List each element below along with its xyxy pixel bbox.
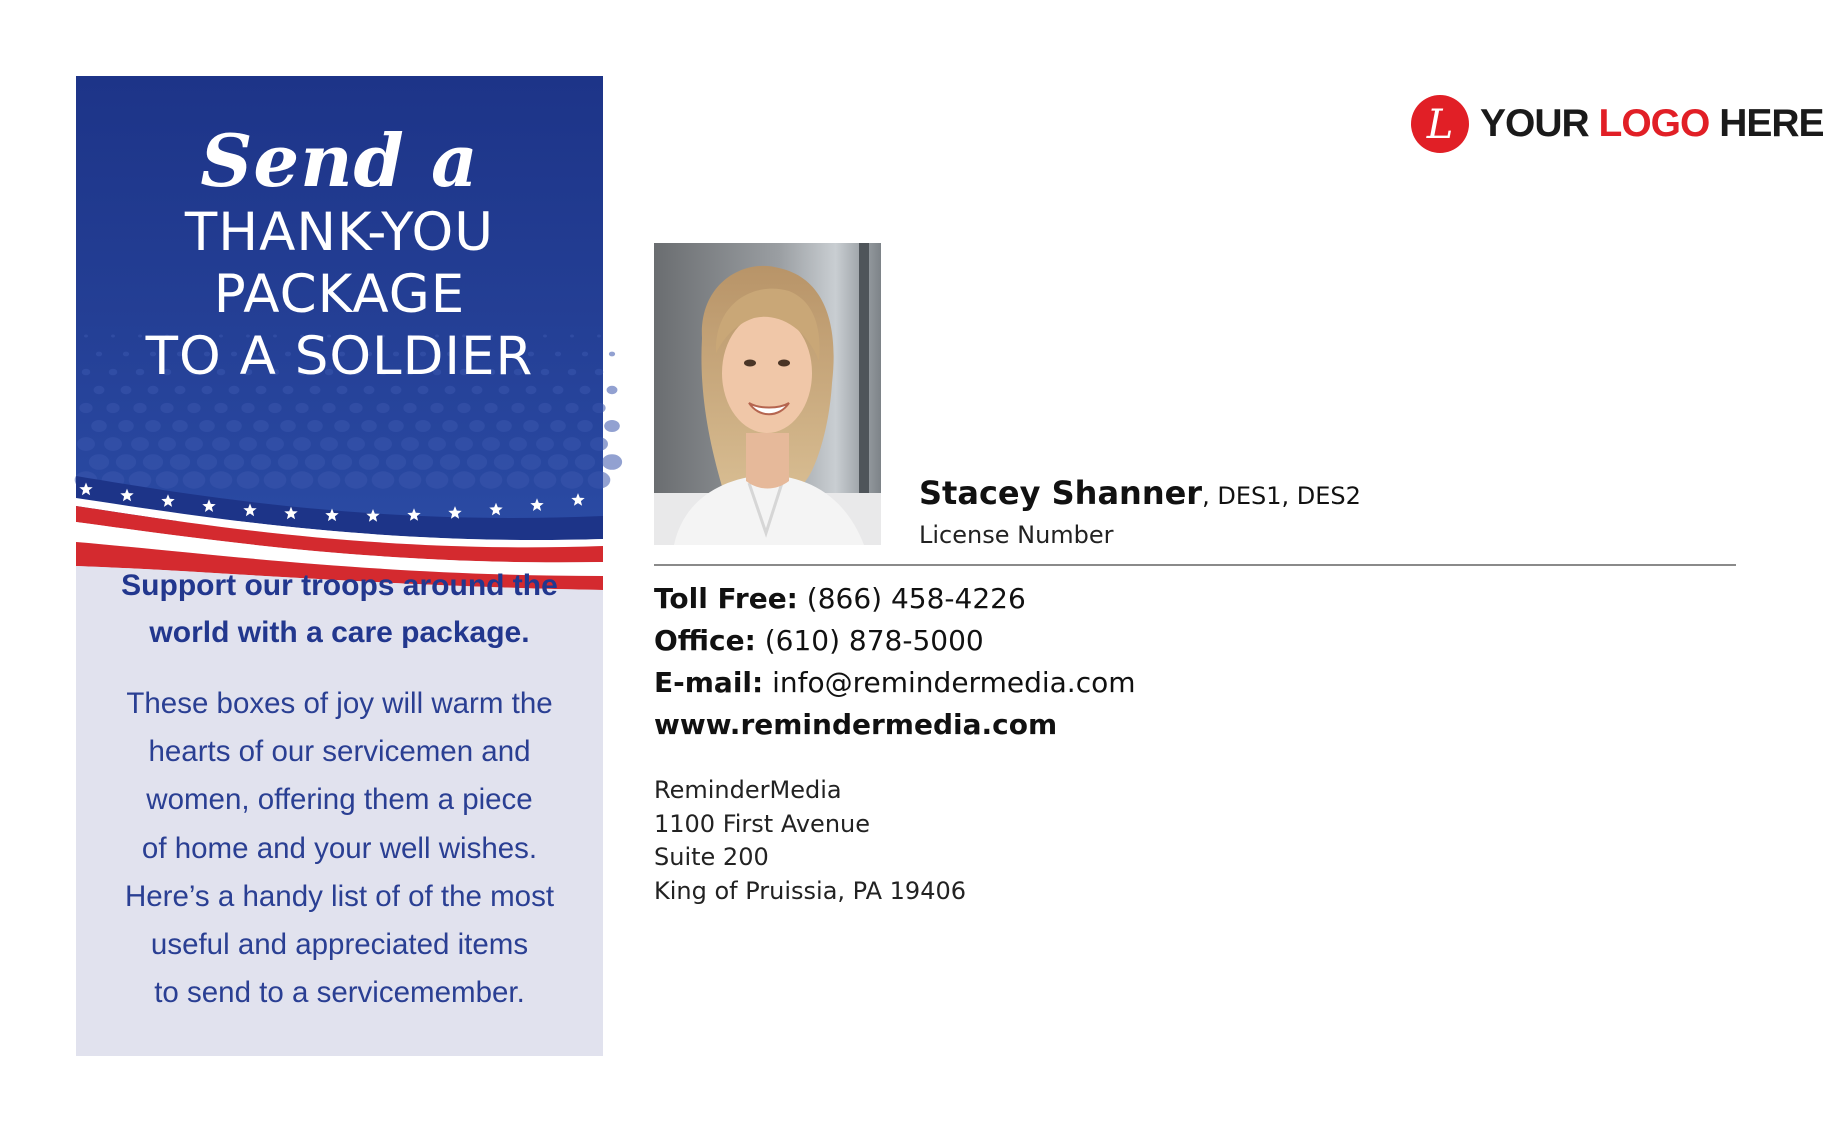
agent-photo [654, 243, 881, 545]
logo-text-before: YOUR [1480, 102, 1599, 145]
lead-line: Support our troops around the [121, 569, 558, 602]
agent-name-text: Stacey Shanner [919, 474, 1203, 512]
star-icon [571, 493, 584, 506]
email-row [654, 662, 1136, 704]
body-line: of home and your well wishes. [141, 831, 538, 865]
logo-mark-letter: L [1426, 102, 1454, 148]
address-suite: Suite 200 [654, 843, 769, 871]
promo-script-line: Send a [200, 118, 479, 203]
website-link[interactable]: www.remindermedia.com [654, 708, 1058, 741]
promo-headline-line-1: THANK-YOU [184, 202, 495, 263]
body-line: Here’s a handy list of of the most [124, 879, 555, 913]
body-line: These boxes of joy will warm the [126, 687, 553, 720]
halftone-dot [609, 352, 615, 357]
star-icon [530, 498, 543, 511]
lead-line: world with a care package. [149, 616, 530, 649]
email-label: E-mail: [654, 666, 764, 699]
logo-text [1480, 102, 1824, 146]
address-city: King of Pruissia, PA 19406 [654, 876, 967, 905]
company-logo [1410, 94, 1824, 154]
logo-text-after: HERE [1709, 102, 1824, 145]
promo-headline-line-2: PACKAGE [213, 264, 466, 325]
body-line: to send to a servicemember. [154, 976, 525, 1010]
body-line: hearts of our servicemen and [148, 735, 531, 769]
halftone-dot [604, 420, 620, 432]
address-company: ReminderMedia [654, 776, 842, 804]
address-block [654, 774, 966, 908]
promo-panel [76, 76, 603, 1056]
body-line: useful and appreciated items [150, 928, 529, 962]
agent-license: License Number [919, 521, 1114, 549]
address-street: 1100 First Avenue [654, 809, 871, 838]
email-link[interactable]: info@remindermedia.com [763, 666, 1136, 699]
logo-mark-icon [1410, 94, 1470, 154]
star-icon [448, 506, 461, 519]
toll-free-row [654, 578, 1136, 620]
star-icon [489, 503, 502, 516]
toll-free-label: Toll Free: [654, 582, 798, 615]
promo-lead-text [96, 562, 583, 656]
agent-credentials: , DES1, DES2 [1202, 482, 1361, 510]
office-number[interactable]: (610) 878-5000 [755, 624, 984, 657]
toll-free-number[interactable]: (866) 458-4226 [797, 582, 1026, 615]
halftone-dot [607, 386, 618, 394]
promo-headline-line-3: TO A SOLDIER [145, 326, 534, 387]
logo-text-accent: LOGO [1598, 102, 1710, 145]
divider-line [654, 564, 1736, 566]
halftone-dot [602, 454, 622, 470]
office-row [654, 620, 1136, 662]
promo-body-text [92, 680, 587, 1017]
agent-name [919, 474, 1361, 512]
office-label: Office: [654, 624, 756, 657]
contact-block [654, 578, 1136, 746]
body-line: women, offering them a piece [146, 783, 533, 817]
